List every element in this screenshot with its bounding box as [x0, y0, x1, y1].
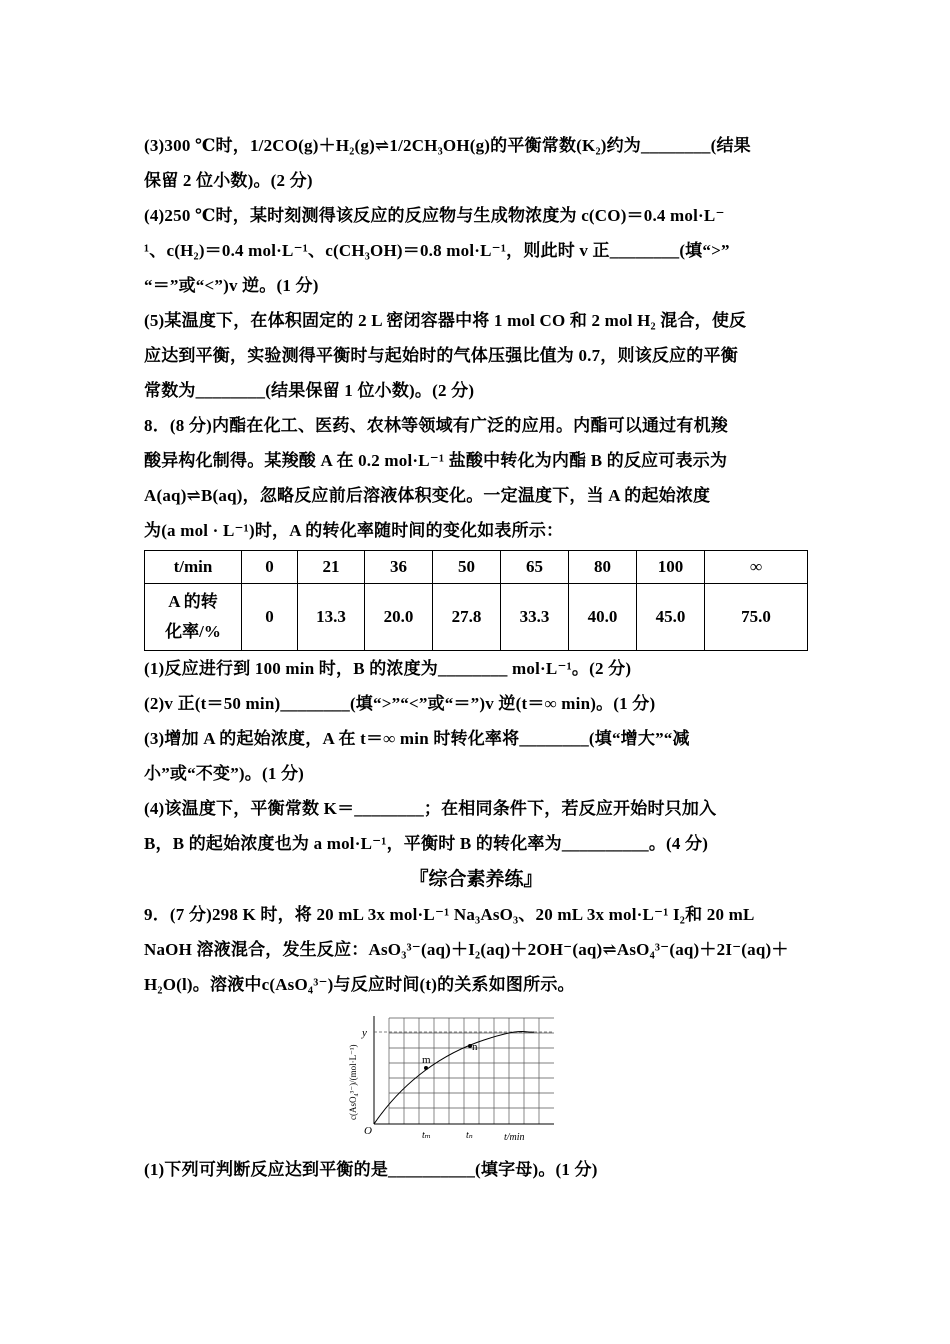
q8-sub-1: (1)反应进行到 100 min 时，B 的浓度为________ mol·L⁻¹。(2 分)	[144, 659, 632, 678]
table-row-label	[145, 584, 242, 651]
q8-line-2: 酸异构化制得。某羧酸 A 在 0.2 mol·L⁻¹ 盐酸中转化为内酯 B 的反应可表示为	[144, 451, 728, 470]
q3-line-1: (3)300 ℃时，1/2CO(g)＋H₂(g)⇌1/2CH₃OH(g)的平衡常数(K₂)约为________(结果	[144, 136, 751, 155]
q4-line-2: ¹、c(H₂)＝0.4 mol·L⁻¹、c(CH₃OH)＝0.8 mol·L⁻¹，则此时 v 正________(填“>”	[144, 241, 730, 260]
table-row	[145, 584, 808, 651]
q4-line-1: (4)250 ℃时，某时刻测得该反应的反应物与生成物浓度为 c(CO)＝0.4 mol·L⁻	[144, 206, 725, 225]
table-header-cell: 0	[242, 551, 298, 584]
q9-sub-1: (1)下列可判断反应达到平衡的是__________(填字母)。(1 分)	[144, 1160, 598, 1179]
q8-sub-3a: (3)增加 A 的起始浓度，A 在 t＝∞ min 时转化率将________(填“增大”“减	[144, 729, 690, 748]
table-header-cell: 100	[637, 551, 705, 584]
point-m-dot	[424, 1066, 428, 1070]
q8-line-3: A(aq)⇌B(aq)，忽略反应前后溶液体积变化。一定温度下，当 A 的起始浓度	[144, 486, 711, 505]
graph-grid	[389, 1018, 554, 1124]
table-header-cell: 65	[501, 551, 569, 584]
concentration-graph	[144, 1008, 808, 1148]
x-axis-label: t/min	[504, 1132, 525, 1143]
table-header-cell: 21	[298, 551, 365, 584]
table-header-cell: 50	[433, 551, 501, 584]
table-cell: 45.0	[637, 584, 705, 651]
q9-line-3: H₂O(l)。溶液中c(AsO₄³⁻)与反应时间(t)的关系如图所示。	[144, 975, 575, 994]
q9-line-2: NaOH 溶液混合，发生反应：AsO₃³⁻(aq)＋I₂(aq)＋2OH⁻(aq)⇌AsO₄³⁻(aq)＋2I⁻(aq)＋	[144, 940, 789, 959]
table-cell: 75.0	[705, 584, 808, 651]
table-cell: 20.0	[365, 584, 433, 651]
q3-line-2: 保留 2 位小数)。(2 分)	[144, 171, 313, 190]
q5-line-2: 应达到平衡，实验测得平衡时与起始时的气体压强比值为 0.7，则该反应的平衡	[144, 346, 738, 365]
q5-line-1: (5)某温度下，在体积固定的 2 L 密闭容器中将 1 mol CO 和 2 mol H₂ 混合，使反	[144, 311, 747, 330]
tick-tn: tₙ	[466, 1130, 473, 1141]
point-m-label: m	[422, 1054, 431, 1066]
table-header-cell: 36	[365, 551, 433, 584]
table-cell: 0	[242, 584, 298, 651]
table-header-row	[145, 551, 808, 584]
q5-line-3: 常数为________(结果保留 1 位小数)。(2 分)	[144, 381, 475, 400]
q4-line-3: “＝”或“<”)v 逆。(1 分)	[144, 276, 319, 295]
q8-sub-2: (2)v 正(t＝50 min)________(填“>”“<”或“＝”)v 逆(t＝∞ min)。(1 分)	[144, 694, 656, 713]
q8-sub-3b: 小”或“不变”)。(1 分)	[144, 764, 305, 783]
origin-label: O	[364, 1125, 372, 1137]
q8-line-4: 为(a mol · L⁻¹)时，A 的转化率随时间的变化如表所示：	[144, 521, 564, 540]
point-n-label: n	[472, 1041, 478, 1053]
table-cell: 33.3	[501, 584, 569, 651]
q9-line-1: 9．(7 分)298 K 时，将 20 mL 3x mol·L⁻¹ Na₃AsO₃、20 mL 3x mol·L⁻¹ I₂和 20 mL	[144, 905, 755, 924]
tick-tm: tₘ	[422, 1130, 431, 1141]
table-header-cell: t/min	[145, 551, 242, 584]
q8-sub-4a: (4)该温度下，平衡常数 K＝________；在相同条件下，若反应开始时只加入	[144, 799, 717, 818]
document-page	[144, 128, 808, 1187]
table-cell: 40.0	[569, 584, 637, 651]
q8-line-1: 8．(8 分)内酯在化工、医药、农林等领域有广泛的应用。内酯可以通过有机羧	[144, 416, 728, 435]
y-mark: y	[362, 1027, 367, 1039]
section-banner: 『综合素养练』	[409, 868, 543, 890]
y-axis-label: c(AsO₄³⁻)/(mol·L⁻¹)	[348, 1044, 358, 1120]
table-header-cell: ∞	[705, 551, 808, 584]
table-row-label-part: 化率/%	[165, 622, 221, 641]
table-cell: 13.3	[298, 584, 365, 651]
table-cell: 27.8	[433, 584, 501, 651]
table-header-cell: 80	[569, 551, 637, 584]
q8-sub-4b: B，B 的起始浓度也为 a mol·L⁻¹，平衡时 B 的转化率为__________。(4 分)	[144, 834, 709, 853]
graph-svg	[344, 1008, 564, 1148]
table-row-label-part: A 的转	[168, 592, 218, 611]
conversion-table	[144, 550, 808, 651]
